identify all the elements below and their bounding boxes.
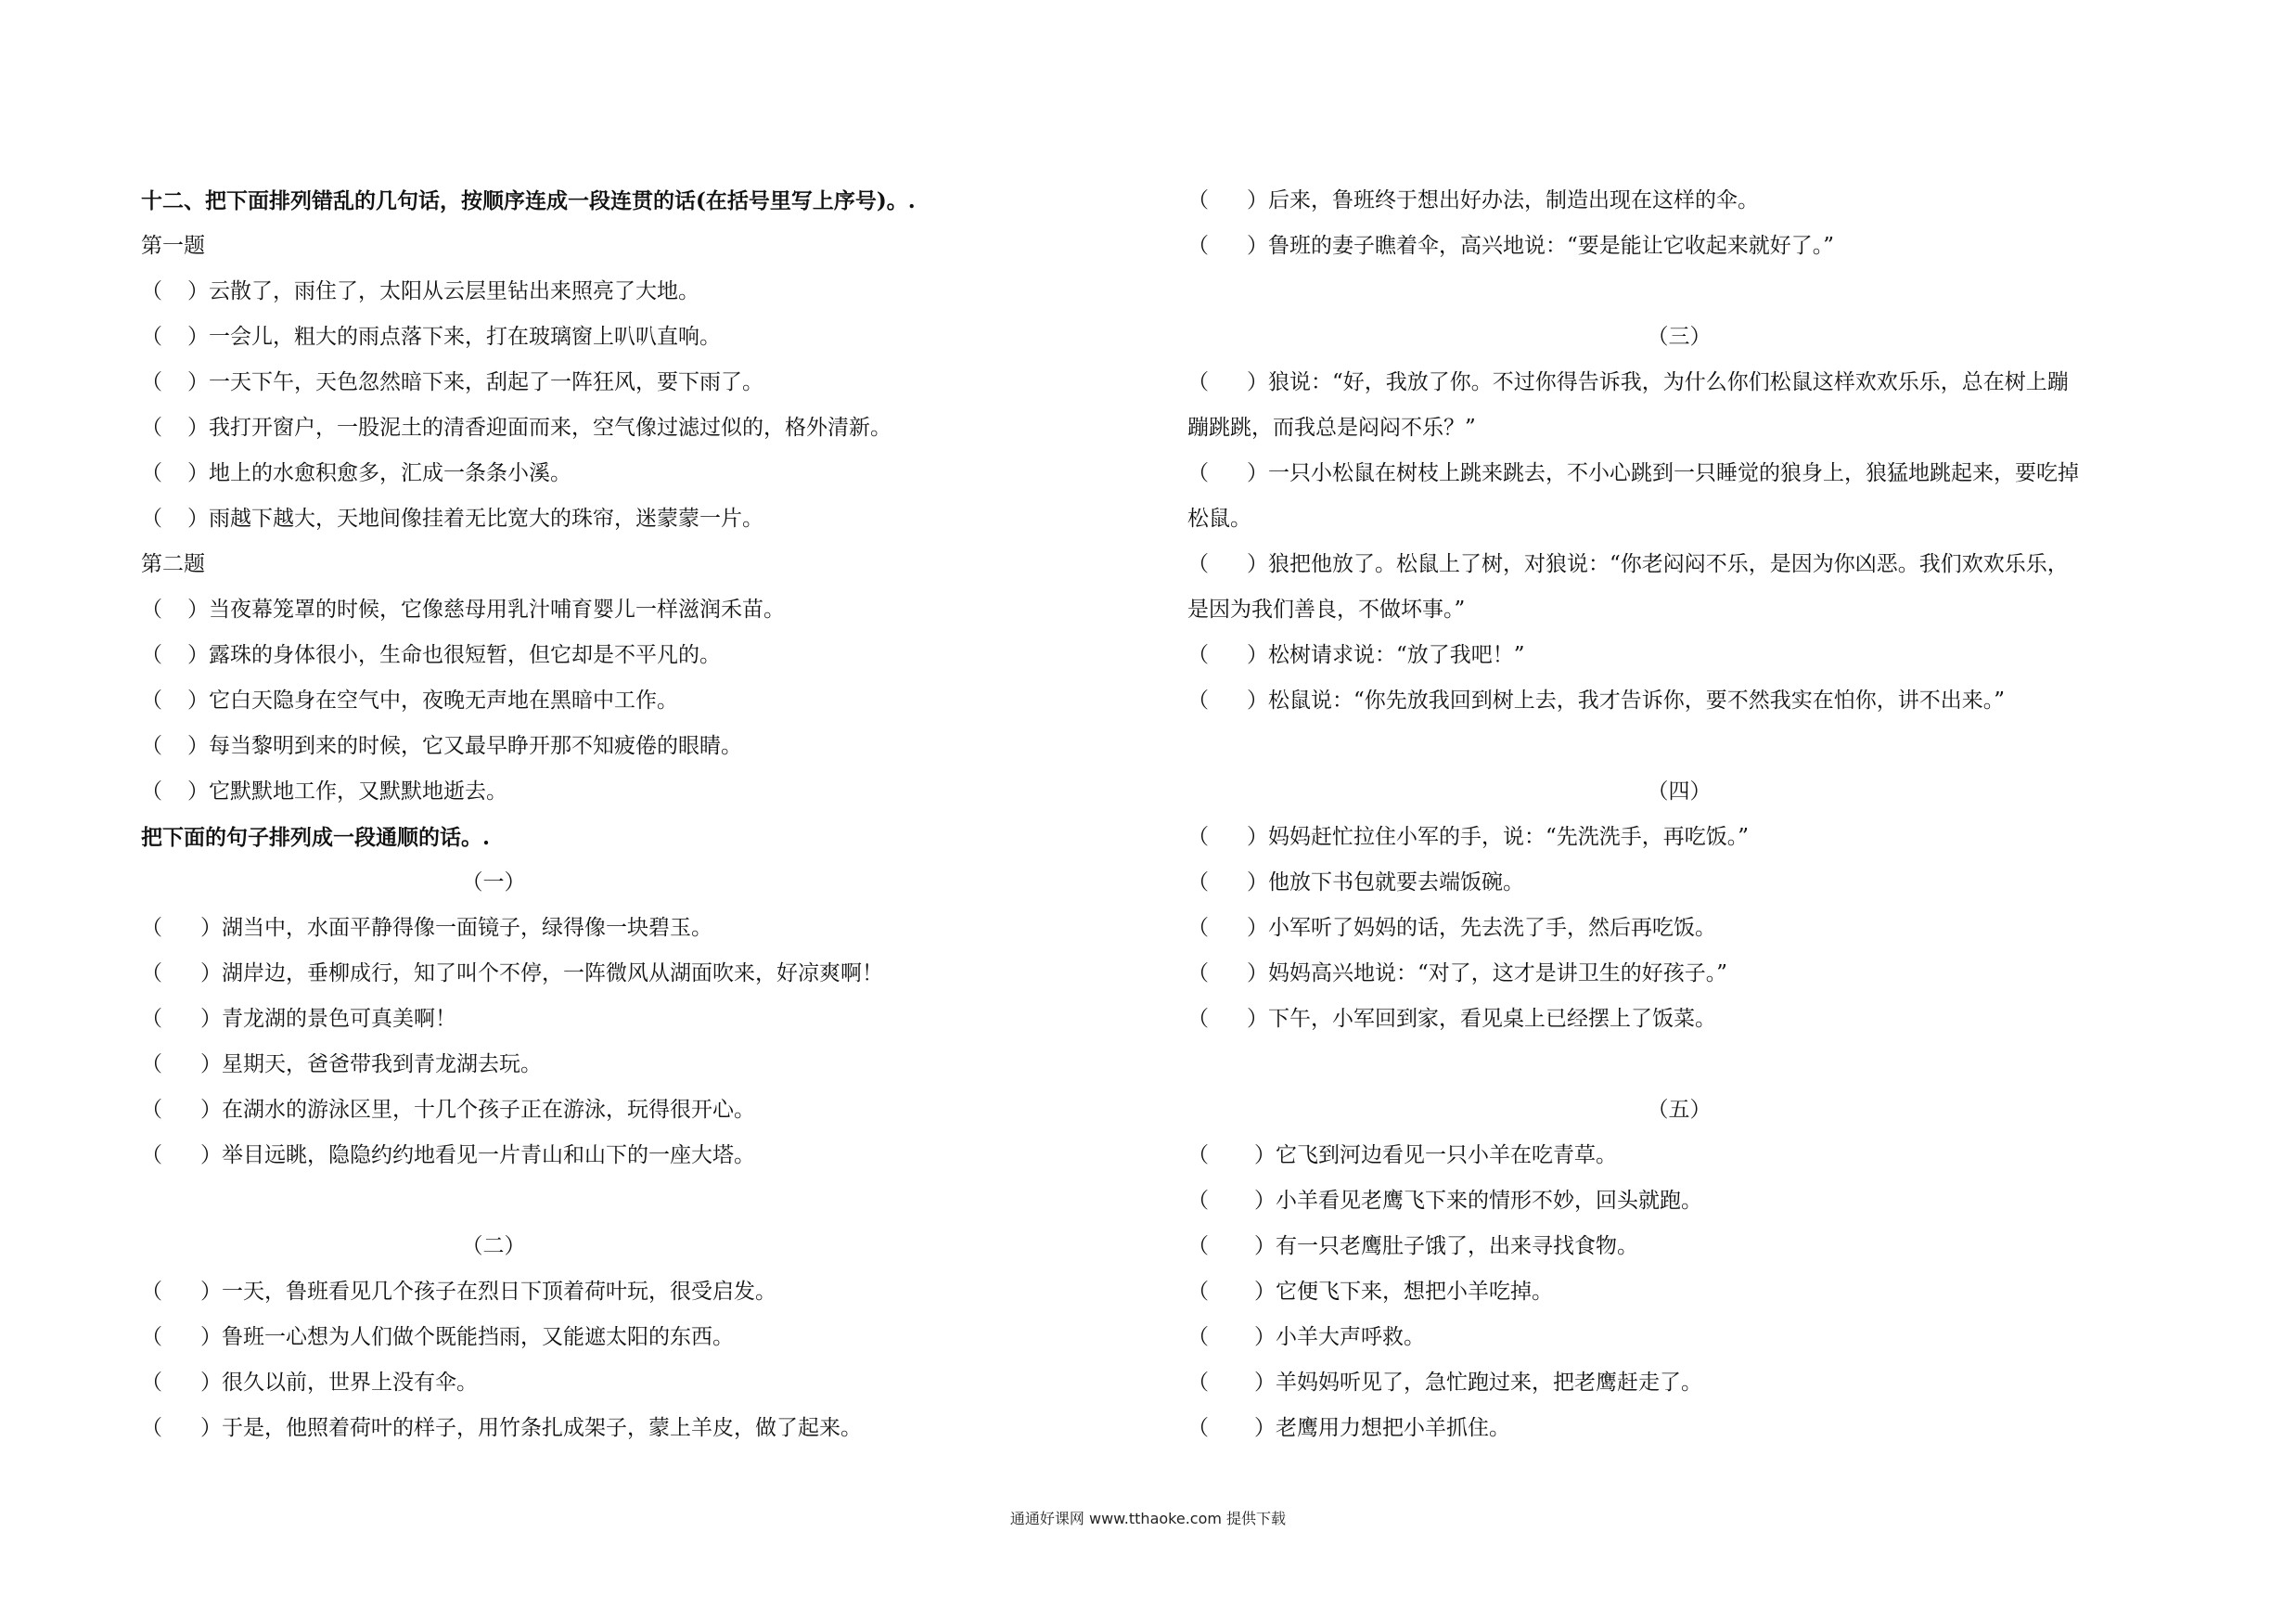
order-number-blank[interactable]: （ bbox=[141, 416, 162, 440]
sentence-text: ）小羊看见老鹰飞下来的情形不妙，回头就跑。 bbox=[1254, 1189, 1702, 1213]
sentence-item bbox=[1187, 178, 2189, 224]
sentence-item bbox=[141, 997, 1143, 1042]
sentence-item bbox=[1187, 542, 2189, 587]
sentence-text: ）它默默地工作，又默默地逝去。 bbox=[187, 779, 507, 804]
sentence-item bbox=[1187, 906, 2189, 951]
sentence-text: ）下午，小军回到家，看见桌上已经摆上了饭菜。 bbox=[1247, 1007, 1716, 1031]
sentence-item bbox=[1187, 1360, 2189, 1406]
question-2-label: 第二题 bbox=[141, 552, 205, 576]
sentence-item bbox=[141, 1133, 1143, 1178]
sentence-text: ）我打开窗户，一股泥土的清香迎面而来，空气像过滤过似的，格外清新。 bbox=[187, 416, 891, 440]
order-number-blank[interactable]: （ bbox=[141, 598, 162, 622]
question-1-list bbox=[141, 269, 1143, 542]
right-column bbox=[1187, 178, 2189, 1451]
sentence-text: ）举目远眺，隐隐约约地看见一片青山和山下的一座大塔。 bbox=[200, 1143, 755, 1167]
order-number-blank[interactable]: （ bbox=[141, 1371, 162, 1395]
sentence-text: ）一天下午，天色忽然暗下来，刮起了一阵狂风，要下雨了。 bbox=[187, 370, 763, 394]
sentence-item bbox=[141, 1360, 1143, 1406]
sentence-item bbox=[1187, 1406, 2189, 1451]
sentence-text: ）松鼠说：“你先放我回到树上去，我才告诉你，要不然我实在怕你，讲不出来。” bbox=[1247, 689, 2006, 713]
sentence-item bbox=[141, 951, 1143, 997]
sentence-text: ）鲁班的妻子瞧着伞，高兴地说：“要是能让它收起来就好了。” bbox=[1247, 234, 1835, 258]
order-number-blank[interactable]: （ bbox=[141, 279, 162, 303]
part-2-list bbox=[141, 1269, 1143, 1451]
part-1-list bbox=[141, 906, 1143, 1178]
sentence-text: ）每当黎明到来的时候，它又最早睁开那不知疲倦的眼睛。 bbox=[187, 734, 742, 758]
order-number-blank[interactable]: （ bbox=[141, 1143, 162, 1167]
sentence-text: ）云散了，雨住了，太阳从云层里钻出来照亮了大地。 bbox=[187, 279, 699, 303]
sentence-item bbox=[141, 1269, 1143, 1315]
sentence-item bbox=[141, 724, 1143, 769]
order-number-blank[interactable]: （ bbox=[141, 779, 162, 804]
question-2-list bbox=[141, 587, 1143, 815]
order-number-blank[interactable]: （ bbox=[141, 1098, 162, 1122]
order-number-blank[interactable]: （ bbox=[141, 1416, 162, 1440]
sentence-item bbox=[141, 1042, 1143, 1088]
order-number-blank[interactable]: （ bbox=[1187, 961, 1209, 985]
sentence-text: ）狼说：“好，我放了你。不过你得告诉我，为什么你们松鼠这样欢欢乐乐，总在树上蹦 bbox=[1247, 370, 2069, 394]
sentence-item bbox=[1187, 451, 2189, 496]
sentence-item bbox=[141, 1406, 1143, 1451]
sentence-item bbox=[1187, 406, 2189, 451]
sentence-item bbox=[141, 451, 1143, 496]
sentence-item bbox=[1187, 1133, 2189, 1178]
part-3-label: （三） bbox=[1647, 325, 1712, 349]
sentence-item bbox=[1187, 815, 2189, 860]
order-number-blank[interactable]: （ bbox=[141, 961, 162, 985]
sentence-text: ）小军听了妈妈的话，先去洗了手，然后再吃饭。 bbox=[1247, 916, 1716, 940]
order-number-blank[interactable]: （ bbox=[1187, 188, 1209, 212]
sentence-text: 是因为我们善良，不做坏事。” bbox=[1187, 598, 1466, 622]
sentence-text: ）妈妈高兴地说：“对了，这才是讲卫生的好孩子。” bbox=[1247, 961, 1728, 985]
sentence-text: ）它便飞下来，想把小羊吃掉。 bbox=[1254, 1280, 1553, 1304]
sentence-text: ）一天，鲁班看见几个孩子在烈日下顶着荷叶玩，很受启发。 bbox=[200, 1280, 776, 1304]
order-number-blank[interactable]: （ bbox=[1187, 825, 1209, 849]
order-number-blank[interactable]: （ bbox=[141, 1325, 162, 1349]
sentence-item bbox=[1187, 1315, 2189, 1360]
sentence-item bbox=[1187, 360, 2189, 406]
sentence-text: ）鲁班一心想为人们做个既能挡雨，又能遮太阳的东西。 bbox=[200, 1325, 734, 1349]
order-number-blank[interactable]: （ bbox=[141, 1007, 162, 1031]
order-number-blank[interactable]: （ bbox=[1187, 1143, 1209, 1167]
sentence-text: ）一会儿，粗大的雨点落下来，打在玻璃窗上叭叭直响。 bbox=[187, 325, 721, 349]
sentence-text: ）老鹰用力想把小羊抓住。 bbox=[1254, 1416, 1510, 1440]
part-3-list bbox=[1187, 360, 2189, 724]
left-column bbox=[141, 178, 1143, 1451]
order-number-blank[interactable]: （ bbox=[141, 1052, 162, 1076]
sentence-item bbox=[141, 496, 1143, 542]
part-5-label: （五） bbox=[1647, 1098, 1712, 1122]
part-4-list bbox=[1187, 815, 2189, 1042]
sentence-text: ）小羊大声呼救。 bbox=[1254, 1325, 1425, 1349]
order-number-blank[interactable]: （ bbox=[1187, 1189, 1209, 1213]
part-1-label: （一） bbox=[461, 870, 526, 895]
sentence-item bbox=[141, 587, 1143, 633]
exercise-title: 十二、把下面排列错乱的几句话，按顺序连成一段连贯的话(在括号里写上序号)。. bbox=[141, 188, 916, 213]
sentence-text: ）羊妈妈听见了，急忙跑过来，把老鹰赶走了。 bbox=[1254, 1371, 1702, 1395]
sentence-text: ）湖岸边，垂柳成行，知了叫个不停，一阵微风从湖面吹来，好凉爽啊！ bbox=[200, 961, 883, 985]
part-2-continued-list bbox=[1187, 178, 2189, 269]
sentence-item bbox=[1187, 678, 2189, 724]
sentence-item bbox=[141, 269, 1143, 315]
footer-credit: 通通好课网 www.tthaoke.com 提供下载 bbox=[1009, 1510, 1287, 1527]
order-number-blank[interactable]: （ bbox=[1187, 461, 1209, 485]
sentence-item bbox=[1187, 1269, 2189, 1315]
sentence-item bbox=[1187, 1224, 2189, 1269]
part-4-label: （四） bbox=[1647, 779, 1712, 804]
order-number-blank[interactable]: （ bbox=[1187, 916, 1209, 940]
order-number-blank[interactable]: （ bbox=[1187, 1280, 1209, 1304]
sentence-item bbox=[141, 678, 1143, 724]
section-title: 把下面的句子排列成一段通顺的话。. bbox=[141, 825, 491, 850]
sentence-item bbox=[1187, 633, 2189, 678]
sentence-text: ）湖当中，水面平静得像一面镜子，绿得像一块碧玉。 bbox=[200, 916, 712, 940]
part-5-list bbox=[1187, 1133, 2189, 1451]
order-number-blank[interactable]: （ bbox=[1187, 1325, 1209, 1349]
order-number-blank[interactable]: （ bbox=[1187, 234, 1209, 258]
sentence-text: 蹦跳跳，而我总是闷闷不乐？” bbox=[1187, 416, 1476, 440]
sentence-item bbox=[1187, 860, 2189, 906]
sentence-text: ）很久以前，世界上没有伞。 bbox=[200, 1371, 478, 1395]
sentence-item bbox=[141, 406, 1143, 451]
sentence-item bbox=[1187, 997, 2189, 1042]
order-number-blank[interactable]: （ bbox=[141, 1280, 162, 1304]
order-number-blank[interactable]: （ bbox=[141, 325, 162, 349]
sentence-item bbox=[141, 360, 1143, 406]
sentence-item bbox=[1187, 1178, 2189, 1224]
order-number-blank[interactable]: （ bbox=[1187, 870, 1209, 895]
sentence-text: ）有一只老鹰肚子饿了，出来寻找食物。 bbox=[1254, 1234, 1638, 1258]
sentence-item bbox=[141, 315, 1143, 360]
sentence-text: ）当夜幕笼罩的时候，它像慈母用乳汁哺育婴儿一样滋润禾苗。 bbox=[187, 598, 785, 622]
sentence-text: ）青龙湖的景色可真美啊！ bbox=[200, 1007, 456, 1031]
part-2-label: （二） bbox=[461, 1234, 526, 1258]
sentence-item bbox=[1187, 496, 2189, 542]
sentence-text: ）星期天，爸爸带我到青龙湖去玩。 bbox=[200, 1052, 542, 1076]
sentence-text: ）雨越下越大，天地间像挂着无比宽大的珠帘，迷蒙蒙一片。 bbox=[187, 507, 763, 531]
order-number-blank[interactable]: （ bbox=[1187, 552, 1209, 576]
sentence-item bbox=[141, 769, 1143, 815]
sentence-text: ）后来，鲁班终于想出好办法，制造出现在这样的伞。 bbox=[1247, 188, 1759, 212]
question-1-label: 第一题 bbox=[141, 234, 205, 258]
order-number-blank[interactable]: （ bbox=[141, 370, 162, 394]
order-number-blank[interactable]: （ bbox=[141, 689, 162, 713]
sentence-text: ）它白天隐身在空气中，夜晚无声地在黑暗中工作。 bbox=[187, 689, 678, 713]
order-number-blank[interactable]: （ bbox=[1187, 643, 1209, 667]
sentence-text: 松鼠。 bbox=[1187, 507, 1251, 531]
sentence-text: ）他放下书包就要去端饭碗。 bbox=[1247, 870, 1524, 895]
sentence-item bbox=[1187, 587, 2189, 633]
order-number-blank[interactable]: （ bbox=[141, 734, 162, 758]
sentence-text: ）露珠的身体很小，生命也很短暂，但它却是不平凡的。 bbox=[187, 643, 721, 667]
sentence-text: ）狼把他放了。松鼠上了树，对狼说：“你老闷闷不乐，是因为你凶恶。我们欢欢乐乐， bbox=[1247, 552, 2069, 576]
sentence-item bbox=[141, 906, 1143, 951]
order-number-blank[interactable]: （ bbox=[1187, 1234, 1209, 1258]
sentence-text: ）于是，他照着荷叶的样子，用竹条扎成架子，蒙上羊皮，做了起来。 bbox=[200, 1416, 862, 1440]
sentence-item bbox=[1187, 951, 2189, 997]
order-number-blank[interactable]: （ bbox=[1187, 1416, 1209, 1440]
order-number-blank[interactable]: （ bbox=[141, 643, 162, 667]
sentence-text: ）松树请求说：“放了我吧！” bbox=[1247, 643, 1525, 667]
sentence-item bbox=[141, 1315, 1143, 1360]
sentence-item bbox=[141, 1088, 1143, 1133]
sentence-item bbox=[141, 633, 1143, 678]
sentence-text: ）它飞到河边看见一只小羊在吃青草。 bbox=[1254, 1143, 1617, 1167]
order-number-blank[interactable]: （ bbox=[1187, 689, 1209, 713]
order-number-blank[interactable]: （ bbox=[141, 916, 162, 940]
sentence-text: ）一只小松鼠在树枝上跳来跳去，不小心跳到一只睡觉的狼身上，狼猛地跳起来，要吃掉 bbox=[1247, 461, 2079, 485]
sentence-text: ）在湖水的游泳区里，十几个孩子正在游泳，玩得很开心。 bbox=[200, 1098, 755, 1122]
order-number-blank[interactable]: （ bbox=[1187, 370, 1209, 394]
order-number-blank[interactable]: （ bbox=[141, 461, 162, 485]
order-number-blank[interactable]: （ bbox=[1187, 1371, 1209, 1395]
order-number-blank[interactable]: （ bbox=[141, 507, 162, 531]
order-number-blank[interactable]: （ bbox=[1187, 1007, 1209, 1031]
sentence-item bbox=[1187, 224, 2189, 269]
sentence-text: ）地上的水愈积愈多，汇成一条条小溪。 bbox=[187, 461, 571, 485]
sentence-text: ）妈妈赶忙拉住小军的手，说：“先洗洗手，再吃饭。” bbox=[1247, 825, 1750, 849]
